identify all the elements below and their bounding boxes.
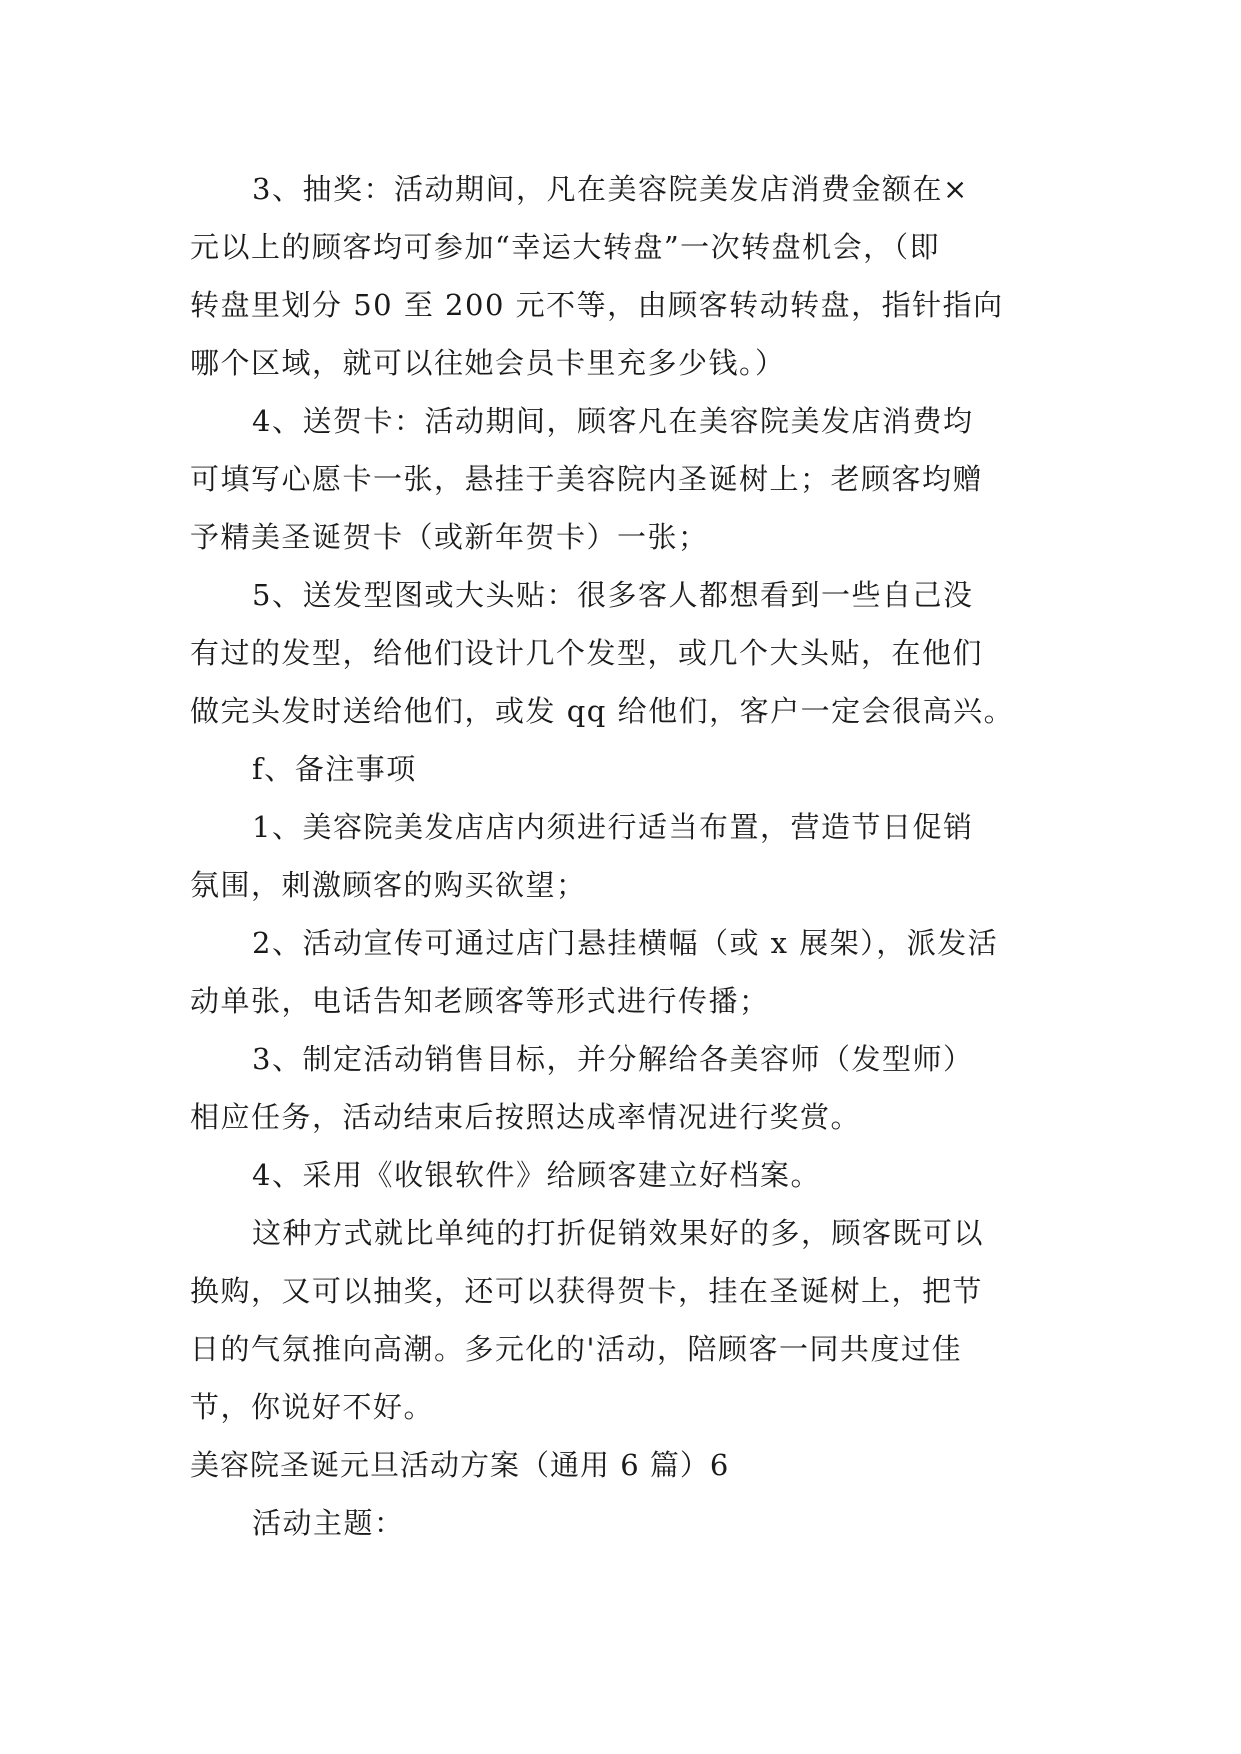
text-line: 动单张，电话告知老顾客等形式进行传播； <box>190 984 770 1018</box>
text-line: 5、送发型图或大头贴：很多客人都想看到一些自己没 <box>252 578 974 612</box>
text-line: 3、制定活动销售目标，并分解给各美容师（发型师） <box>252 1042 974 1076</box>
text-line: 1、美容院美发店店内须进行适当布置，营造节日促销 <box>252 810 974 844</box>
text-line: 转盘里划分 50 至 200 元不等，由顾客转动转盘，指针指向 <box>190 288 1004 322</box>
text-line: 可填写心愿卡一张，悬挂于美容院内圣诞树上；老顾客均赠 <box>190 462 984 496</box>
body-text <box>190 160 1050 1552</box>
text-line: 2、活动宣传可通过店门悬挂横幅（或 x 展架），派发活 <box>252 926 999 960</box>
section-heading: f、备注事项 <box>252 752 417 786</box>
text-line: 4、送贺卡：活动期间，顾客凡在美容院美发店消费均 <box>252 404 974 438</box>
text-line: 哪个区域，就可以往她会员卡里充多少钱。） <box>190 346 786 380</box>
text-line: 日的气氛推向高潮。多元化的'活动，陪顾客一同共度过佳 <box>190 1332 962 1366</box>
text-line: 有过的发型，给他们设计几个发型，或几个大头贴，在他们 <box>190 636 984 670</box>
text-line: 做完头发时送给他们，或发 qq 给他们，客户一定会很高兴。 <box>190 694 1015 728</box>
text-line: 活动主题： <box>252 1506 405 1540</box>
text-line: 氛围，刺激顾客的购买欲望； <box>190 868 587 902</box>
text-line: 换购，又可以抽奖，还可以获得贺卡，挂在圣诞树上，把节 <box>190 1274 984 1308</box>
document-title: 美容院圣诞元旦活动方案（通用 6 篇）6 <box>190 1448 730 1482</box>
text-line: 3、抽奖：活动期间，凡在美容院美发店消费金额在× <box>252 172 969 206</box>
text-line: 予精美圣诞贺卡（或新年贺卡）一张； <box>190 520 709 554</box>
text-line: 这种方式就比单纯的打折促销效果好的多，顾客既可以 <box>252 1216 985 1250</box>
text-line: 元以上的顾客均可参加“幸运大转盘”一次转盘机会，（即 <box>190 230 941 264</box>
text-line: 节，你说好不好。 <box>190 1390 435 1424</box>
text-line: 4、采用《收银软件》给顾客建立好档案。 <box>252 1158 821 1192</box>
text-line: 相应任务，活动结束后按照达成率情况进行奖赏。 <box>190 1100 862 1134</box>
